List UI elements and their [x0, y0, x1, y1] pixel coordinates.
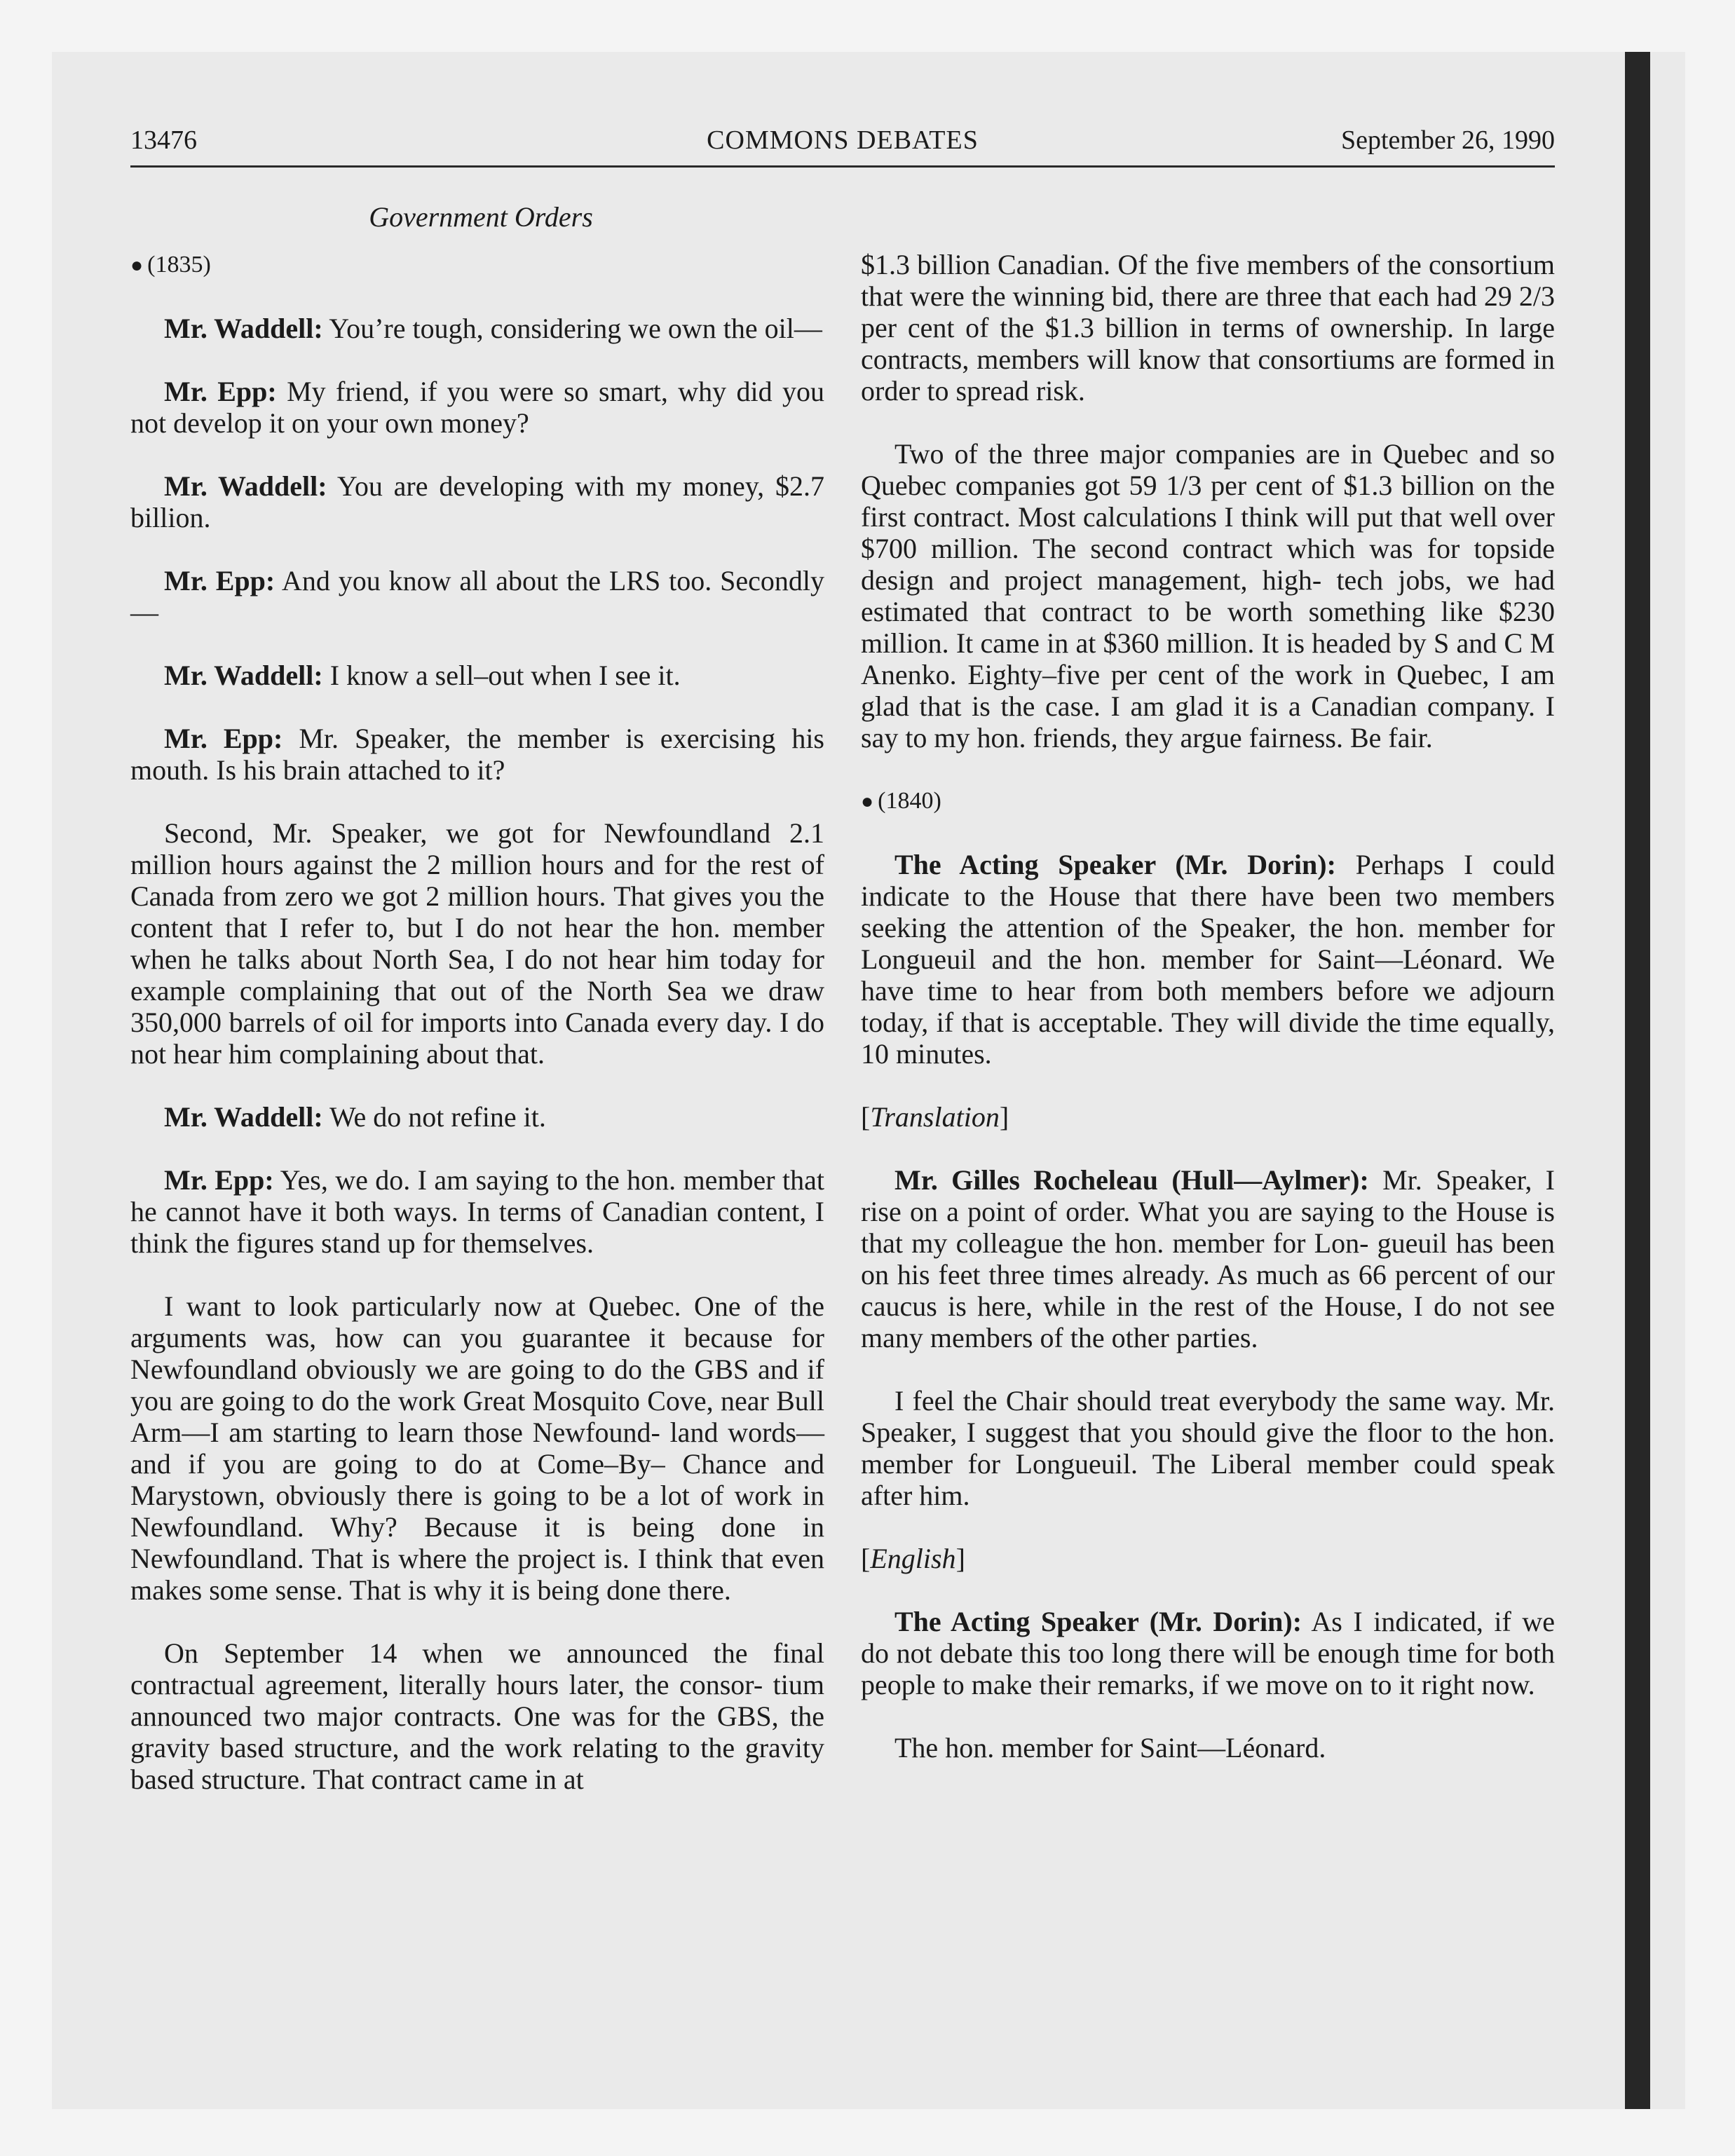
bullet-icon: ●	[861, 790, 874, 813]
bracket-open: [	[861, 1543, 871, 1574]
speaker-name: Mr. Waddell:	[164, 660, 323, 691]
speech-text: As I indicated, if we do not debate this too long there will be enough time for both people to make their remarks, if we move on to it right now.	[861, 1606, 1555, 1700]
speech-text: Perhaps I could indicate to the House that there have been two members seeking the attention of the Speaker, the hon. member for Longueuil and the hon. member for Saint—Léonard. We have time to hear from both members before we adjourn today, if that is acceptable. They will divide the time equally, 10 minutes.	[861, 849, 1556, 1070]
language-marker	[861, 1101, 1555, 1133]
speaker-name: Mr. Epp:	[164, 376, 277, 407]
right-column	[861, 249, 1555, 1795]
publication-title: COMMONS DEBATES	[707, 125, 979, 155]
page-number: 13476	[130, 125, 197, 155]
speaker-name: The Acting Speaker (Mr. Dorin):	[894, 1606, 1302, 1637]
body-paragraph: On September 14 when we announced the final contractual agreement, literally hours later, the consor- tium announced two major contracts. One was for the GBS, the gravity based structure, and the work relating to the gravity based structure. That contract came in at	[130, 1637, 824, 1795]
speech-paragraph	[861, 1606, 1555, 1700]
speech-text: My friend, if you were so smart, why did you not develop it on your own money?	[130, 376, 825, 439]
speaker-name: Mr. Epp:	[164, 1164, 274, 1196]
speech-paragraph	[861, 1164, 1555, 1353]
speaker-name: The Acting Speaker (Mr. Dorin):	[894, 849, 1336, 880]
body-paragraph: Second, Mr. Speaker, we got for Newfoundland 2.1 million hours against the 2 million hours and for the rest of Canada from zero we got 2 million hours. That gives you the content that I refer to, but I do not hear the hon. member when he talks about North Sea, I do not hear him today for example complaining that out of the North Sea we draw 350,000 barrels of oil for imports into Canada every day. I do not hear him complaining about that.	[130, 817, 824, 1070]
speech-text: Yes, we do. I am saying to the hon. member that he cannot have it both ways. In terms of Canadian content, I think the figures stand up for themselves.	[130, 1164, 824, 1259]
speaker-name: Mr. Gilles Rocheleau (Hull—Aylmer):	[894, 1164, 1369, 1196]
section-heading: Government Orders	[369, 201, 593, 233]
left-column	[130, 249, 824, 1827]
speaker-name: Mr. Waddell:	[164, 470, 327, 502]
speech-text: And you know all about the LRS too. Secondly—	[130, 565, 824, 628]
bracket-close: ]	[955, 1543, 965, 1574]
speech-text: You’re tough, considering we own the oil—	[322, 313, 822, 344]
body-paragraph: I feel the Chair should treat everybody the same way. Mr. Speaker, I suggest that you should give the floor to the hon. member for Longueuil. The Liberal member could speak after him.	[861, 1385, 1555, 1511]
speech-text: Mr. Speaker, the member is exercising his mouth. Is his brain attached to it?	[130, 723, 825, 786]
time-stamp-text: (1835)	[147, 252, 211, 278]
header-rule	[130, 165, 1555, 168]
speaker-name: Mr. Waddell:	[164, 313, 323, 344]
speech-paragraph	[130, 660, 824, 691]
speech-text: I know a sell–out when I see it.	[322, 660, 681, 691]
language-marker-text: English	[870, 1543, 956, 1574]
scan-edge-strip	[1625, 52, 1650, 2109]
speech-paragraph	[130, 1101, 824, 1133]
time-stamp	[861, 785, 1555, 817]
speech-paragraph	[130, 1164, 824, 1259]
bullet-icon: ●	[130, 254, 144, 277]
speech-text: You are developing with my money, $2.7 billion.	[130, 470, 824, 533]
language-marker	[861, 1543, 1555, 1574]
language-marker-text: Translation	[870, 1101, 1000, 1133]
bracket-open: [	[861, 1101, 871, 1133]
speech-paragraph	[130, 470, 824, 533]
bracket-close: ]	[999, 1101, 1009, 1133]
speech-paragraph	[130, 723, 824, 786]
speech-paragraph	[130, 565, 824, 628]
speaker-name: Mr. Waddell:	[164, 1101, 323, 1133]
body-paragraph: The hon. member for Saint—Léonard.	[894, 1732, 1326, 1763]
speaker-name: Mr. Epp:	[164, 723, 283, 754]
speaker-name: Mr. Epp:	[164, 565, 275, 596]
publication-date: September 26, 1990	[1340, 125, 1555, 155]
body-paragraph: I want to look particularly now at Quebec. One of the arguments was, how can you guarantee it because for Newfoundland obviously we are going to do the GBS and if you are going to do the work Great Mosquito Cove, near Bull Arm—I am starting to learn those Newfound- land words—and if you are going to do at Come–By– Chance and Marystown, obviously there is going to be a lot of work in Newfoundland. Why? Because it is being done in Newfoundland. That is where the project is. I think that even makes some sense. That is why it is being done there.	[130, 1290, 824, 1606]
speech-text: Mr. Speaker, I rise on a point of order. What you are saying to the House is that my colleague the hon. member for Lon- gueuil has been on his feet three times already. As much as 66 percent of our caucus is here, while in the rest of the House, I do not see many members of the other parties.	[861, 1164, 1555, 1353]
time-stamp-text: (1840)	[878, 788, 941, 814]
speech-paragraph	[130, 376, 824, 439]
body-paragraph: $1.3 billion Canadian. Of the five members of the consortium that were the winning bid, there are three that each had 29 2/3 per cent of the $1.3 billion in terms of ownership. In large contracts, members will know that consortiums are formed in order to spread risk.	[861, 249, 1555, 407]
speech-paragraph	[130, 313, 824, 344]
page-header	[130, 125, 1555, 170]
speech-text: We do not refine it.	[322, 1101, 546, 1133]
time-stamp	[130, 249, 824, 281]
speech-paragraph	[861, 849, 1555, 1070]
body-paragraph: Two of the three major companies are in Quebec and so Quebec companies got 59 1/3 per cent of $1.3 billion on the first contract. Most calculations I think will put that well over $700 million. The second contract which was for topside design and project management, high- tech jobs, we had estimated that contract to be worth something like $230 million. It came in at $360 million. It is headed by S and C M Anenko. Eighty–five per cent of the work in Quebec, I am glad that is the case. I am glad it is a Canadian company. I say to my hon. friends, they argue fairness. Be fair.	[861, 438, 1555, 753]
